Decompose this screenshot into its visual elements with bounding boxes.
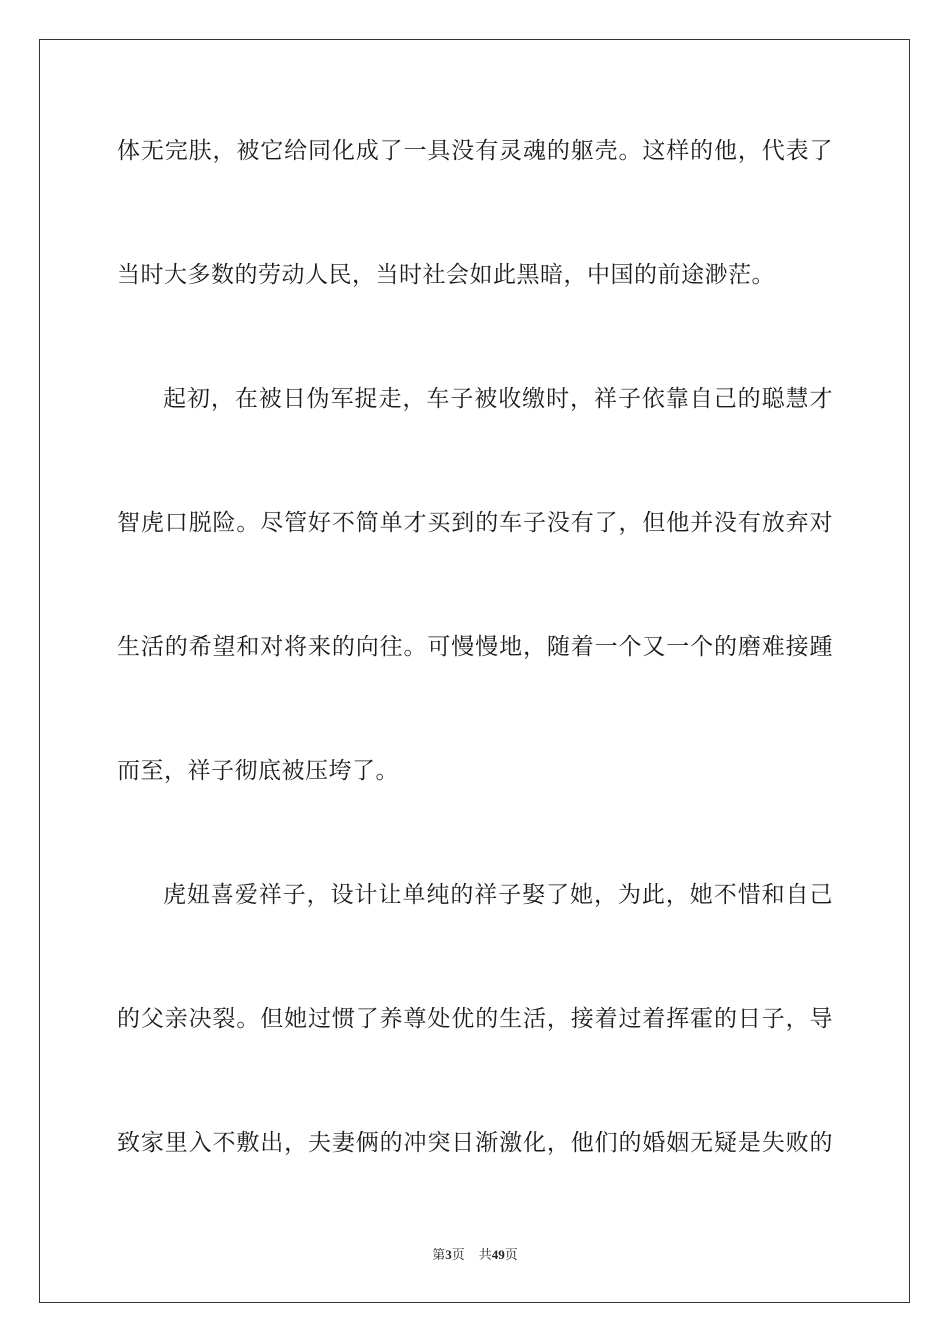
text-line-1: 体无完肤，被它给同化成了一具没有灵魂的躯壳。这样的他，代表了	[117, 138, 833, 164]
total-prefix: 共	[478, 1248, 492, 1263]
text-line-9: 致家里入不敷出，夫妻俩的冲突日渐激化，他们的婚姻无疑是失败的	[117, 1130, 833, 1156]
total-pages: 49	[491, 1247, 505, 1262]
text-line-2: 当时大多数的劳动人民，当时社会如此黑暗，中国的前途渺茫。	[117, 262, 775, 288]
text-line-3: 起初，在被日伪军捉走，车子被收缴时，祥子依靠自己的聪慧才	[163, 386, 833, 412]
text-line-7: 虎妞喜爱祥子，设计让单纯的祥子娶了她，为此，她不惜和自己	[163, 882, 833, 908]
page-prefix: 第	[432, 1248, 446, 1263]
text-line-6: 而至，祥子彻底被压垮了。	[117, 758, 399, 784]
page-border	[39, 39, 910, 1303]
text-line-8: 的父亲决裂。但她过惯了养尊处优的生活，接着过着挥霍的日子，导	[117, 1006, 833, 1032]
page-suffix: 页	[451, 1248, 465, 1263]
text-line-4: 智虎口脱险。尽管好不简单才买到的车子没有了，但他并没有放弃对	[117, 510, 833, 536]
text-line-5: 生活的希望和对将来的向往。可慢慢地，随着一个又一个的磨难接踵	[117, 634, 833, 660]
total-suffix: 页	[504, 1248, 518, 1263]
page-footer	[0, 1245, 950, 1266]
page-number: 3	[445, 1247, 452, 1262]
